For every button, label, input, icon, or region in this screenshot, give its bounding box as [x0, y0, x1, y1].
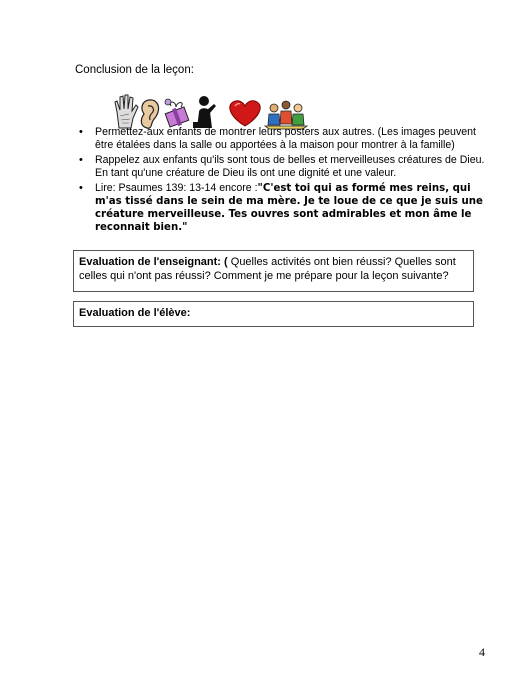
- reading-reference: Lire: Psaumes 139: 13-14 encore :: [95, 182, 258, 194]
- psalm-quote: "C'est toi qui as formé mes reins, qui m'as tissé dans le sein de ma mère. Je te loue de ce que je suis une créature merveilleuse. Tes ouvres sont admirables et mon âme le reconnait bien.": [95, 183, 483, 233]
- conclusion-list: [76, 126, 486, 236]
- teacher-evaluation-text: Quelles activités ont bien réussi? Quelles sont celles qui n'ont pas réussi? Comment je me prépare pour la leçon suivante?: [79, 256, 456, 282]
- teacher-evaluation-box: [73, 250, 474, 292]
- gift-icon: [165, 99, 189, 127]
- conclusion-heading: Conclusion de la leçon:: [75, 64, 194, 76]
- illustration-strip: [113, 92, 313, 130]
- heart-icon: [230, 101, 260, 126]
- children-group-icon: [265, 101, 307, 129]
- page-number: 4: [479, 645, 485, 659]
- hand-icon: [115, 95, 138, 128]
- list-item: • Permettez-aux enfants de montrer leurs posters aux autres. (Les images peuvent être étalées dans la salle ou apportées à la maison pour montrer à la famille): [76, 126, 486, 152]
- list-item: • Rappelez aux enfants qu'ils sont tous de belles et merveilleuses créatures de Dieu. En tant qu'une créature de Dieu ils ont une dignité et une valeur.: [76, 154, 486, 180]
- teacher-evaluation-label: Evaluation de l'enseignant: (: [79, 256, 228, 268]
- student-evaluation-box: [73, 301, 474, 327]
- list-item: [76, 182, 486, 234]
- ear-icon: [141, 100, 158, 128]
- praying-child-icon: [193, 96, 216, 128]
- student-evaluation-label: Evaluation de l'élève:: [79, 307, 191, 319]
